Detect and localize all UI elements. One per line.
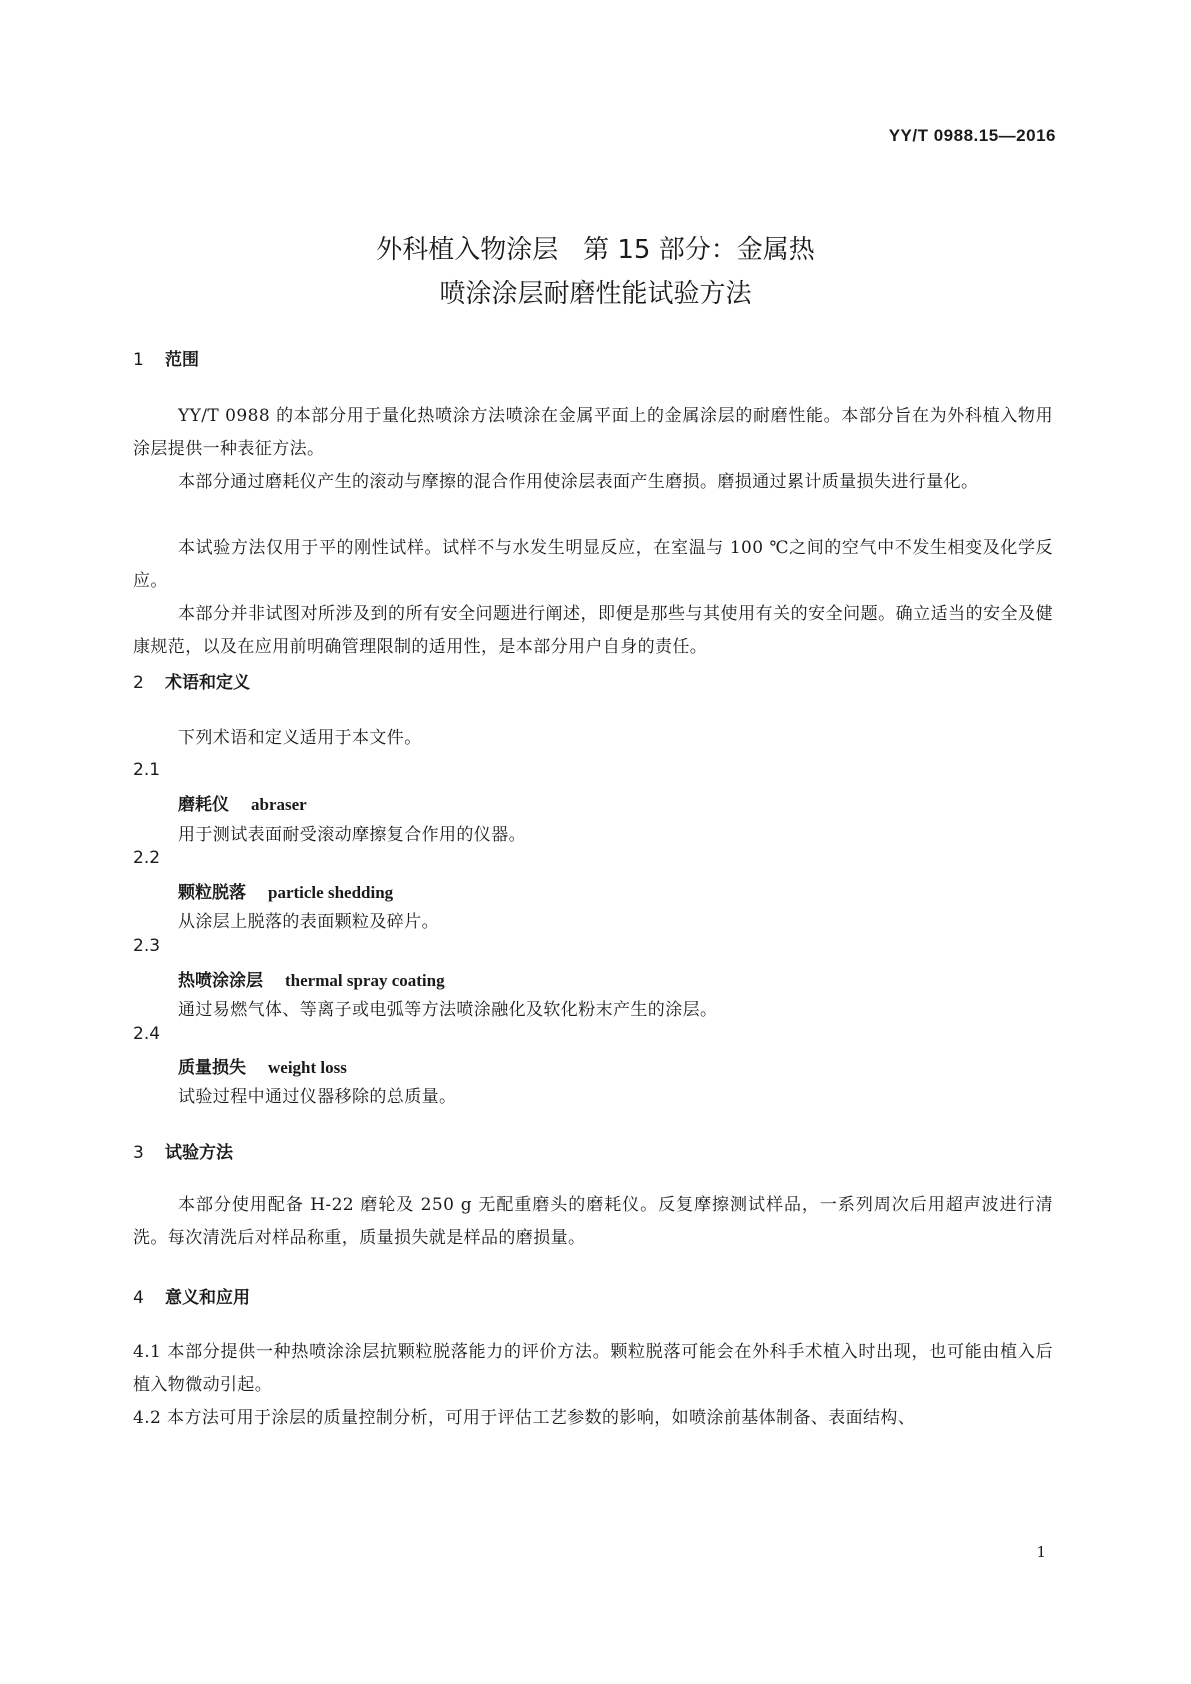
- title-line-1: 外科植入物涂层 第 15 部分：金属热: [376, 235, 815, 265]
- clause-4-1: 4.1 本部分提供一种热喷涂涂层抗颗粒脱落能力的评价方法。颗粒脱落可能会在外科手术植入时出现，也可能由植入后植入物微动引起。: [133, 1342, 1053, 1395]
- section-1-paragraph-3: 本试验方法仅用于平的刚性试样。试样不与水发生明显反应，在室温与 100 ℃之间的空气中不发生相变及化学反应。: [133, 538, 1053, 591]
- section-4-heading: [133, 1283, 250, 1308]
- section-1-paragraph-2: 本部分通过磨耗仪产生的滚动与摩擦的混合作用使涂层表面产生磨损。磨损通过累计质量损失进行量化。: [178, 472, 979, 492]
- term-english: abraser: [251, 795, 307, 814]
- document-title: [0, 228, 1191, 316]
- section-1-heading: [133, 345, 199, 370]
- term-name: [178, 878, 393, 903]
- section-3-paragraph-1: 本部分使用配备 H-22 磨轮及 250 g 无配重磨头的磨耗仪。反复摩擦测试样品，一系列周次后用超声波进行清洗。每次清洗后对样品称重，质量损失就是样品的磨损量。: [133, 1195, 1053, 1248]
- term-definition: 从涂层上脱落的表面颗粒及碎片。: [178, 912, 439, 932]
- section-title: 范围: [165, 350, 199, 370]
- title-line-2: 喷涂涂层耐磨性能试验方法: [439, 279, 752, 309]
- section-title: 意义和应用: [165, 1288, 250, 1308]
- term-chinese: 质量损失: [178, 1058, 246, 1078]
- clause-4-2: 4.2 本方法可用于涂层的质量控制分析，可用于评估工艺参数的影响，如喷涂前基体制备、表面结构、: [133, 1408, 916, 1428]
- section-1-paragraph-1: YY/T 0988 的本部分用于量化热喷涂方法喷涂在金属平面上的金属涂层的耐磨性能。本部分旨在为外科植入物用涂层提供一种表征方法。: [133, 406, 1053, 459]
- section-1-paragraph-4: 本部分并非试图对所涉及到的所有安全问题进行阐述，即便是那些与其使用有关的安全问题。确立适当的安全及健康规范，以及在应用前明确管理限制的适用性，是本部分用户自身的责任。: [133, 604, 1053, 657]
- page-number: 1: [1036, 1543, 1046, 1561]
- term-number: 2.3: [133, 936, 161, 956]
- section-number: 3: [133, 1143, 144, 1163]
- term-english: particle shedding: [268, 883, 394, 902]
- standard-code: YY/T 0988.15—2016: [888, 126, 1056, 145]
- section-title: 术语和定义: [165, 673, 250, 693]
- term-chinese: 热喷涂涂层: [178, 971, 263, 991]
- term-definition: 通过易燃气体、等离子或电弧等方法喷涂融化及软化粉末产生的涂层。: [178, 1000, 718, 1020]
- term-name: [178, 790, 307, 815]
- section-number: 4: [133, 1288, 144, 1308]
- term-number: 2.4: [133, 1024, 161, 1044]
- section-title: 试验方法: [165, 1143, 233, 1163]
- term-definition: 用于测试表面耐受滚动摩擦复合作用的仪器。: [178, 825, 526, 845]
- term-chinese: 颗粒脱落: [178, 883, 246, 903]
- section-3-heading: [133, 1138, 233, 1163]
- section-number: 2: [133, 673, 144, 693]
- term-name: [178, 966, 445, 991]
- term-name: [178, 1053, 347, 1078]
- term-english: weight loss: [268, 1058, 347, 1077]
- term-chinese: 磨耗仪: [178, 795, 229, 815]
- term-number: 2.1: [133, 760, 161, 780]
- term-number: 2.2: [133, 848, 161, 868]
- term-definition: 试验过程中通过仪器移除的总质量。: [178, 1087, 457, 1107]
- term-english: thermal spray coating: [285, 971, 445, 990]
- section-number: 1: [133, 350, 144, 370]
- section-2-heading: [133, 668, 250, 693]
- section-2-intro: 下列术语和定义适用于本文件。: [178, 728, 422, 748]
